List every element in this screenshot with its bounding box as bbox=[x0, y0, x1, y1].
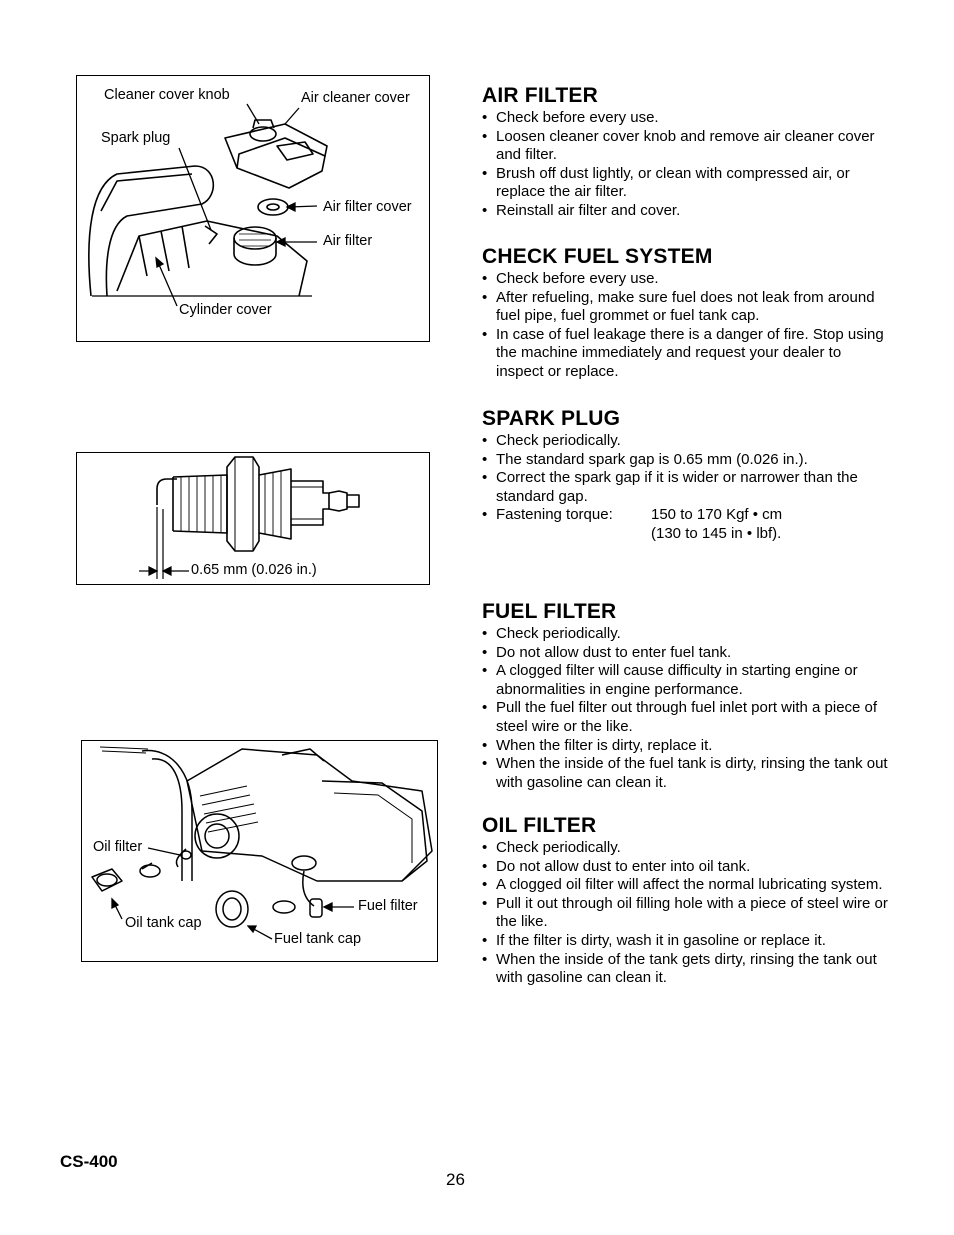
list-item: • When the filter is dirty, replace it. bbox=[482, 737, 892, 756]
list-item: • Check periodically. bbox=[482, 839, 892, 858]
label-oil-filter: Oil filter bbox=[93, 839, 143, 855]
air-filter-figure bbox=[76, 75, 430, 342]
list-item: • When the inside of the tank gets dirty, rinsing the tank out with gasoline can clean it. bbox=[482, 951, 892, 988]
bullet-list bbox=[482, 432, 892, 544]
list-item: • Check before every use. bbox=[482, 109, 892, 128]
label-air-cleaner-cover: Air cleaner cover bbox=[301, 90, 410, 106]
section-title: AIR FILTER bbox=[482, 84, 598, 107]
page-number: 26 bbox=[446, 1170, 465, 1189]
bullet-list bbox=[482, 270, 892, 382]
torque-value-metric: 150 to 170 Kgf • cm bbox=[651, 506, 783, 524]
label-spark-gap: 0.65 mm (0.026 in.) bbox=[191, 562, 317, 578]
bullet-list bbox=[482, 109, 892, 221]
torque-value-imperial: (130 to 145 in • lbf). bbox=[651, 525, 782, 543]
model-number: CS-400 bbox=[60, 1152, 118, 1171]
list-item: • Brush off dust lightly, or clean with compressed air, or replace the air filter. bbox=[482, 165, 892, 202]
list-item: • Correct the spark gap if it is wider or narrower than the standard gap. bbox=[482, 469, 892, 506]
list-item: • Do not allow dust to enter into oil tank. bbox=[482, 858, 892, 877]
list-item: • Do not allow dust to enter fuel tank. bbox=[482, 644, 892, 663]
section-title: OIL FILTER bbox=[482, 814, 597, 837]
list-item: • A clogged oil filter will affect the normal lubricating system. bbox=[482, 876, 892, 895]
torque-label: • Fastening torque: bbox=[496, 506, 613, 524]
label-cylinder-cover: Cylinder cover bbox=[179, 302, 272, 318]
list-item: • Loosen cleaner cover knob and remove air cleaner cover and filter. bbox=[482, 128, 892, 165]
section-oil-filter bbox=[482, 814, 892, 988]
list-item: • Check periodically. bbox=[482, 625, 892, 644]
list-item: • If the filter is dirty, wash it in gasoline or replace it. bbox=[482, 932, 892, 951]
list-item: • Check periodically. bbox=[482, 432, 892, 451]
list-item: • After refueling, make sure fuel does not leak from around fuel pipe, fuel grommet or fuel tank cap. bbox=[482, 289, 892, 326]
section-air-filter bbox=[482, 84, 892, 221]
spark-plug-figure bbox=[76, 452, 430, 585]
section-fuel-filter bbox=[482, 600, 892, 792]
label-oil-tank-cap: Oil tank cap bbox=[125, 915, 202, 931]
list-item: • Pull it out through oil filling hole with a piece of steel wire or the like. bbox=[482, 895, 892, 932]
bullet-list bbox=[482, 839, 892, 988]
label-cleaner-cover-knob: Cleaner cover knob bbox=[104, 87, 230, 103]
list-item: • Reinstall air filter and cover. bbox=[482, 202, 892, 221]
section-title: SPARK PLUG bbox=[482, 407, 621, 430]
list-item-torque bbox=[482, 506, 892, 543]
label-air-filter: Air filter bbox=[323, 233, 373, 249]
list-item: • Pull the fuel filter out through fuel inlet port with a piece of steel wire or the like. bbox=[482, 699, 892, 736]
filters-figure bbox=[81, 740, 438, 962]
label-air-filter-cover: Air filter cover bbox=[323, 199, 412, 215]
section-check-fuel-system bbox=[482, 245, 892, 382]
list-item: • When the inside of the fuel tank is dirty, rinsing the tank out with gasoline can clean it. bbox=[482, 755, 892, 792]
section-title: CHECK FUEL SYSTEM bbox=[482, 245, 713, 268]
list-item: • In case of fuel leakage there is a danger of fire. Stop using the machine immediately and request your dealer to inspect or replace. bbox=[482, 326, 892, 382]
section-title: FUEL FILTER bbox=[482, 600, 617, 623]
list-item: • The standard spark gap is 0.65 mm (0.026 in.). bbox=[482, 451, 892, 470]
section-spark-plug bbox=[482, 407, 892, 544]
label-spark-plug: Spark plug bbox=[101, 130, 171, 146]
list-item: • Check before every use. bbox=[482, 270, 892, 289]
bullet-list bbox=[482, 625, 892, 792]
list-item: • A clogged filter will cause difficulty in starting engine or abnormalities in engine performance. bbox=[482, 662, 892, 699]
label-fuel-filter: Fuel filter bbox=[358, 898, 418, 914]
label-fuel-tank-cap: Fuel tank cap bbox=[274, 931, 362, 947]
